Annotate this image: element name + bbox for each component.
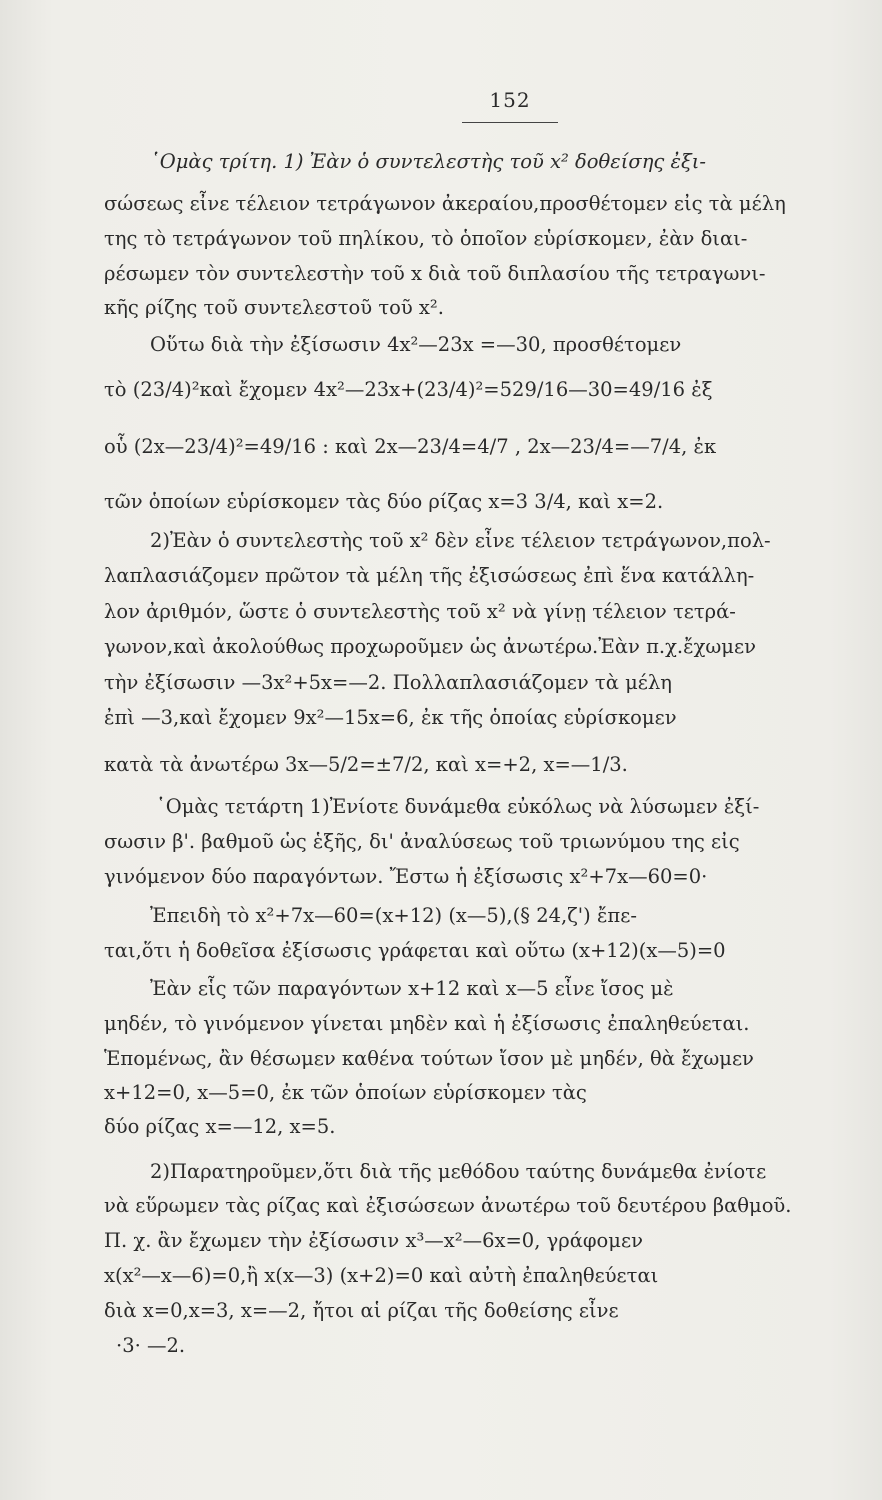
text-line: ται,ὅτι ἡ δοθεῖσα ἐξίσωσις γράφεται καὶ οὕτω (x+12)(x—5)=0 bbox=[104, 939, 726, 962]
text-line: μηδέν, τὸ γινόμενον γίνεται μηδὲν καὶ ἡ ἐξίσωσις ἐπαληθεύεται. bbox=[104, 1012, 750, 1035]
text-line: Ἐὰν εἷς τῶν παραγόντων x+12 καὶ x—5 εἶνε ἴσος μὲ bbox=[150, 977, 674, 1000]
text-line: Ἑπομένως, ἂν θέσωμεν καθένα τούτων ἴσον μὲ μηδέν, θὰ ἔχωμεν bbox=[104, 1047, 754, 1070]
text-line: ρέσωμεν τὸν συντελεστὴν τοῦ x διὰ τοῦ διπλασίου τῆς τετραγωνι- bbox=[104, 262, 766, 285]
text-line: x+12=0, x—5=0, ἐκ τῶν ὁποίων εὑρίσκομεν τὰς bbox=[104, 1081, 587, 1104]
text-line: της τὸ τετράγωνον τοῦ πηλίκου, τὸ ὁποῖον εὑρίσκομεν, ἐὰν διαι- bbox=[104, 227, 748, 250]
text-line: νὰ εὕρωμεν τὰς ρίζας καὶ ἐξισώσεων ἀνωτέρω τοῦ δευτέρου βαθμοῦ. bbox=[104, 1194, 792, 1217]
text-line: 2)Παρατηροῦμεν,ὅτι διὰ τῆς μεθόδου ταύτης δυνάμεθα ἐνίοτε bbox=[150, 1160, 767, 1183]
text-line: x(x²—x—6)=0,ἢ x(x—3) (x+2)=0 καὶ αὐτὴ ἐπαληθεύεται bbox=[104, 1264, 659, 1287]
text-line: ῾Ομὰς τετάρτη 1)Ἐνίοτε δυνάμεθα εὐκόλως νὰ λύσωμεν ἐξί- bbox=[156, 795, 760, 818]
text-line: τὸ (23/4)²καὶ ἔχομεν 4x²—23x+(23/4)²=529/16—30=49/16 ἐξ bbox=[104, 378, 713, 401]
text-line: Ἐπειδὴ τὸ x²+7x—60=(x+12) (x—5),(§ 24,ζ') ἔπε- bbox=[150, 904, 637, 927]
text-line: ἐπὶ —3,καὶ ἔχομεν 9x²—15x=6, ἐκ τῆς ὁποίας εὑρίσκομεν bbox=[104, 706, 677, 729]
text-line: γωνον,καὶ ἀκολούθως προχωροῦμεν ὡς ἀνωτέρω.Ἐὰν π.χ.ἔχωμεν bbox=[104, 635, 756, 658]
text-line: οὗ (2x—23/4)²=49/16 : καὶ 2x—23/4=4/7 , 2x—23/4=—7/4, ἐκ bbox=[104, 435, 717, 458]
text-line: ·3· —2. bbox=[116, 1334, 186, 1357]
page-number-rule bbox=[462, 122, 558, 123]
text-line: λον ἀριθμόν, ὥστε ὁ συντελεστὴς τοῦ x² νὰ γίνῃ τέλειον τετρά- bbox=[104, 600, 736, 623]
text-line: Π. χ. ἂν ἔχωμεν τὴν ἐξίσωσιν x³—x²—6x=0, γράφομεν bbox=[104, 1229, 643, 1252]
text-line: σωσιν β'. βαθμοῦ ὡς ἑξῆς, δι' ἀναλύσεως τοῦ τριωνύμου της εἰς bbox=[104, 830, 740, 853]
text-line: κατὰ τὰ ἀνωτέρω 3x—5/2=±7/2, καὶ x=+2, x=—1/3. bbox=[104, 753, 628, 776]
text-line: κῆς ρίζης τοῦ συντελεστοῦ τοῦ x². bbox=[104, 296, 444, 319]
text-line: 2)Ἐὰν ὁ συντελεστὴς τοῦ x² δὲν εἶνε τέλειον τετράγωνον,πολ- bbox=[150, 529, 771, 552]
text-line: τὴν ἐξίσωσιν —3x²+5x=—2. Πολλαπλασιάζομεν τὰ μέλη bbox=[104, 671, 672, 694]
text-line: σώσεως εἶνε τέλειον τετράγωνον ἀκεραίου,προσθέτομεν εἰς τὰ μέλη bbox=[104, 192, 786, 215]
text-line: τῶν ὁποίων εὑρίσκομεν τὰς δύο ρίζας x=3 3/4, καὶ x=2. bbox=[104, 490, 664, 513]
text-line: δύο ρίζας x=—12, x=5. bbox=[104, 1115, 336, 1138]
text-line: λαπλασιάζομεν πρῶτον τὰ μέλη τῆς ἐξισώσεως ἐπὶ ἕνα κατάλλη- bbox=[104, 564, 755, 587]
page-number: 152 bbox=[489, 88, 531, 112]
text-line: ῾Ομὰς τρίτη. 1) Ἐὰν ὁ συντελεστὴς τοῦ x² δοθείσης ἐξι- bbox=[150, 150, 706, 173]
text-line: γινόμενον δύο παραγόντων. Ἔστω ἡ ἐξίσωσις x²+7x—60=0· bbox=[104, 865, 708, 888]
text-line: Οὕτω διὰ τὴν ἐξίσωσιν 4x²—23x =—30, προσθέτομεν bbox=[150, 333, 682, 356]
text-line: διὰ x=0,x=3, x=—2, ἤτοι αἱ ρίζαι τῆς δοθείσης εἶνε bbox=[104, 1299, 619, 1322]
